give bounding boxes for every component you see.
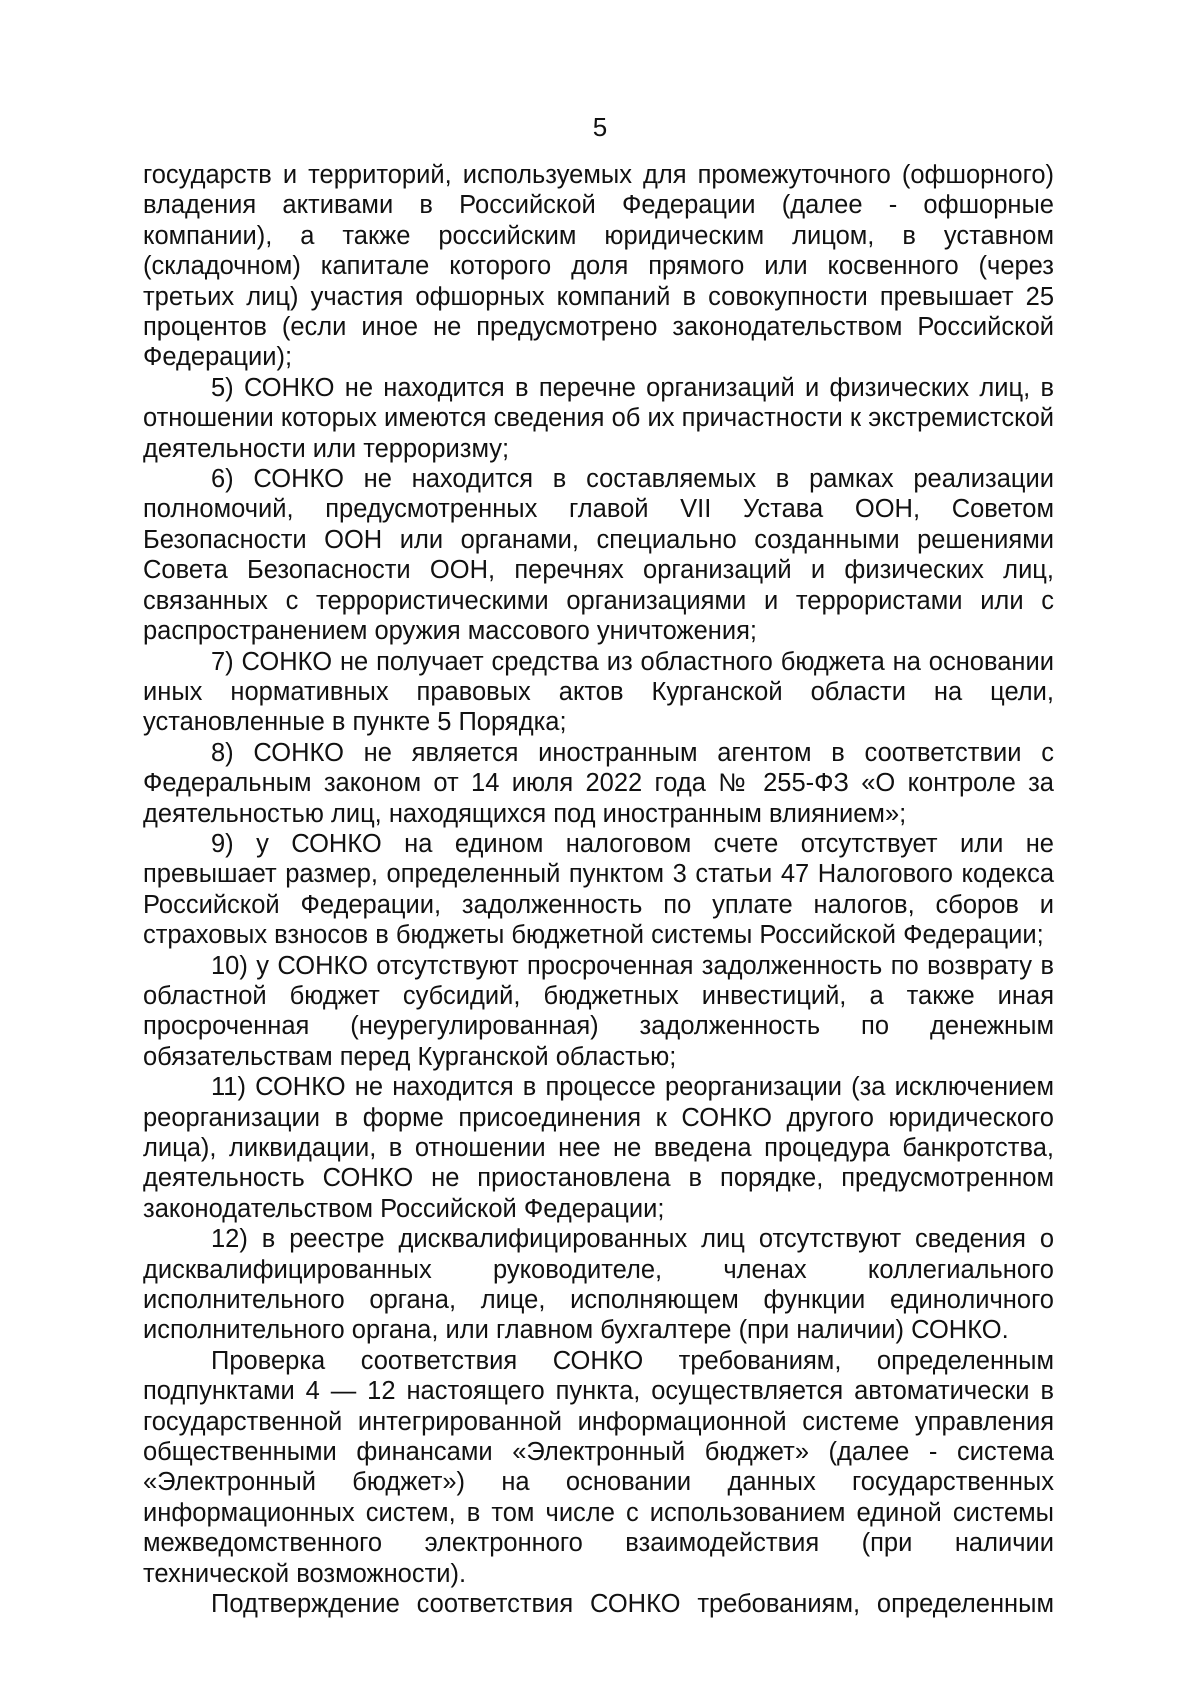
- paragraph-item-11: 11) СОНКО не находится в процессе реорганизации (за исключением реорганизации в форме присоединения к СОНКО другого юридического лица), ликвидации, в отношении нее не введена процедура банкротства, деятельность СОНКО не приостановлена в порядке, предусмотренном законодательством Российской Федерации;: [143, 1073, 1054, 1223]
- paragraph-item-6: 6) СОНКО не находится в составляемых в рамках реализации полномочий, предусмотренных главой VII Устава ООН, Советом Безопасности ООН или органами, специально созданными решениями Совета Безопасности ООН, перечнях организаций и физических лиц, связанных с террористическими организациями и террористами или с распространением оружия массового уничтожения;: [143, 465, 1054, 646]
- paragraph-item-9: 9) у СОНКО на едином налоговом счете отсутствует или не превышает размер, определенный пунктом 3 статьи 47 Налогового кодекса Российской Федерации, задолженность по уплате налогов, сборов и страховых взносов в бюджеты бюджетной системы Российской Федерации;: [143, 829, 1054, 950]
- paragraph-continuation: государств и территорий, используемых для промежуточного (офшорного) владения активами в Российской Федерации (далее - офшорные компании), а также российским юридическим лицом, в уставном (складочном) капитале которого доля прямого или косвенного (через третьих лиц) участия офшорных компаний в совокупности превышает 25 процентов (если иное не предусмотрено законодательством Российской Федерации);: [143, 161, 1054, 372]
- page-number: 5: [592, 112, 608, 142]
- paragraph-item-5: 5) СОНКО не находится в перечне организаций и физических лиц, в отношении которых имеются сведения об их причастности к экстремистской деятельности или терроризму;: [143, 373, 1054, 463]
- paragraph-confirmation: Подтверждение соответствия СОНКО требованиям, определенным: [211, 1590, 1054, 1619]
- paragraph-verification: Проверка соответствия СОНКО требованиям, определенным подпунктами 4 — 12 настоящего пункта, осуществляется автоматически в государственной интегрированной информационной системе управления общественными финансами «Электронный бюджет» (далее - система «Электронный бюджет») на основании данных государственных информационных систем, в том числе с использованием единой системы межведомственного электронного взаимодействия (при наличии технической возможности).: [143, 1346, 1054, 1588]
- paragraph-item-10: 10) у СОНКО отсутствуют просроченная задолженность по возврату в областной бюджет субсидий, бюджетных инвестиций, а также иная просроченная (неурегулированная) задолженность по денежным обязательствам перед Курганской областью;: [143, 951, 1054, 1071]
- paragraph-item-12: 12) в реестре дисквалифицированных лиц отсутствуют сведения о дисквалифицированных руководителе, членах коллегиального исполнительного органа, лице, исполняющем функции единоличного исполнительного органа, или главном бухгалтере (при наличии) СОНКО.: [143, 1225, 1054, 1345]
- paragraph-item-7: 7) СОНКО не получает средства из областного бюджета на основании иных нормативных правовых актов Курганской области на цели, установленные в пункте 5 Порядка;: [143, 647, 1054, 737]
- document-body: [143, 160, 1054, 1620]
- paragraph-item-8: 8) СОНКО не является иностранным агентом в соответствии с Федеральным законом от 14 июля 2022 года № 255-ФЗ «О контроле за деятельностью лиц, находящихся под иностранным влиянием»;: [143, 738, 1054, 828]
